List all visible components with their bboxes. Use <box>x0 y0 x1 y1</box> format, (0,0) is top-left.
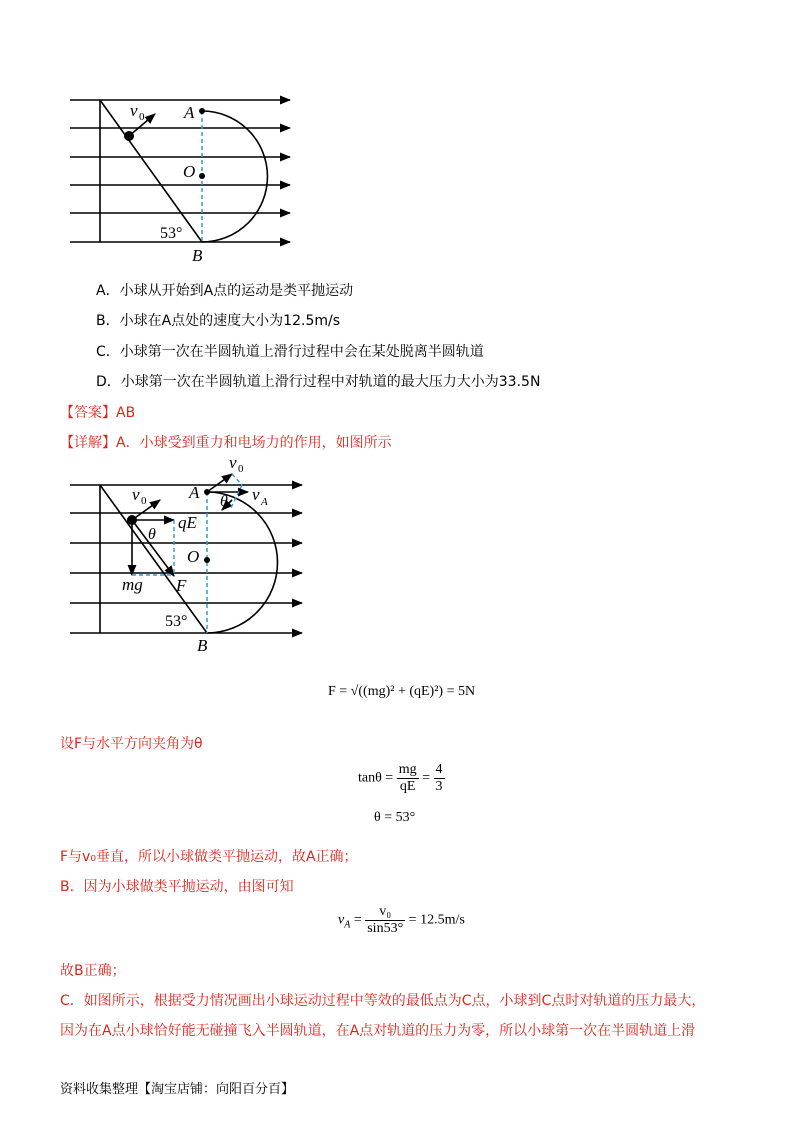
equation-tan-theta <box>358 762 445 795</box>
label-v0-top-sub: 0 <box>238 463 244 475</box>
label-angle: 53° <box>165 613 188 630</box>
part-c-line-1: C．如图所示，根据受力情况画出小球运动过程中等效的最低点为C点，小球到C点时对轨道的压力最大， <box>60 993 706 1009</box>
label-f: F <box>176 576 187 595</box>
footer: 资料收集整理【淘宝店铺：向阳百分百】 <box>60 1082 295 1097</box>
fraction-v0-sin: $\frac{\text{v₀}}{\sin 53^\circ}$ <box>367 904 404 936</box>
option-a: A．小球从开始到A点的运动是类平抛运动 <box>96 283 354 299</box>
equation-theta: θ = 53° <box>374 810 416 825</box>
v0-a-arrow <box>207 474 232 492</box>
equation-va: $v_A$ = $\frac{\text{v₀}}{\sin 53^\circ}$ = 12.5m/s <box>338 904 465 936</box>
tan-lhs: tanθ = <box>358 770 397 786</box>
option-c: C．小球第一次在半圆轨道上滑行过程中会在某处脱离半圆轨道 <box>96 344 484 360</box>
fraction-mg-qe: $\frac{mg}{qE}$ <box>398 762 417 794</box>
label-b: B <box>192 246 203 265</box>
label-v0-ball-sub: 0 <box>141 495 147 507</box>
label-va: v <box>252 485 260 504</box>
tan-eq: = <box>418 770 434 786</box>
label-b: B <box>197 636 208 655</box>
label-va-sub: A <box>261 496 268 508</box>
fraction-4-3: $\frac{4}{3}$ <box>435 762 443 794</box>
option-b: B．小球在A点处的速度大小为12.5m/s <box>96 313 341 329</box>
label-v0-sub: 0 <box>139 111 145 123</box>
part-b-intro: B．因为小球做类平抛运动，由图可知 <box>60 879 294 895</box>
point-o <box>199 173 205 179</box>
label-angle: 53° <box>160 225 183 242</box>
label-mg: mg <box>122 575 143 594</box>
detail-intro: 【详解】A．小球受到重力和电场力的作用，如图所示 <box>60 435 392 451</box>
field-lines <box>70 100 290 242</box>
semicircle-track <box>202 111 267 242</box>
conclusion-a: F与v₀垂直，所以小球做类平抛运动，故A正确； <box>60 849 358 865</box>
equation-resultant-force: F = √((mg)² + (qE)²) = 5N <box>328 684 476 699</box>
option-d: D．小球第一次在半圆轨道上滑行过程中对轨道的最大压力大小为33.5N <box>96 374 541 390</box>
point-a <box>199 108 205 114</box>
label-v0-top: v <box>229 453 237 472</box>
label-v0: v <box>130 101 138 120</box>
va-subscript: A <box>344 919 351 931</box>
label-theta-ball: θ <box>148 526 156 543</box>
label-a: A <box>184 103 195 122</box>
label-o: O <box>183 162 196 181</box>
point-o <box>204 557 210 563</box>
part-c-line-2: 因为在A点小球恰好能无碰撞飞入半圆轨道，在A点对轨道的压力为零，所以小球第一次在半圆轨道上滑 <box>60 1023 696 1039</box>
label-o: O <box>187 547 200 566</box>
label-v0-ball: v <box>132 485 140 504</box>
label-theta-top: θ <box>220 493 228 510</box>
label-qe: qE <box>178 513 197 532</box>
figure-1 <box>60 80 310 270</box>
label-a: A <box>189 483 200 502</box>
conclusion-b: 故B正确； <box>60 963 126 979</box>
figure-2 <box>60 450 320 660</box>
set-angle-text: 设F与水平方向夹角为θ <box>60 736 203 752</box>
answer: 【答案】AB <box>60 405 136 421</box>
